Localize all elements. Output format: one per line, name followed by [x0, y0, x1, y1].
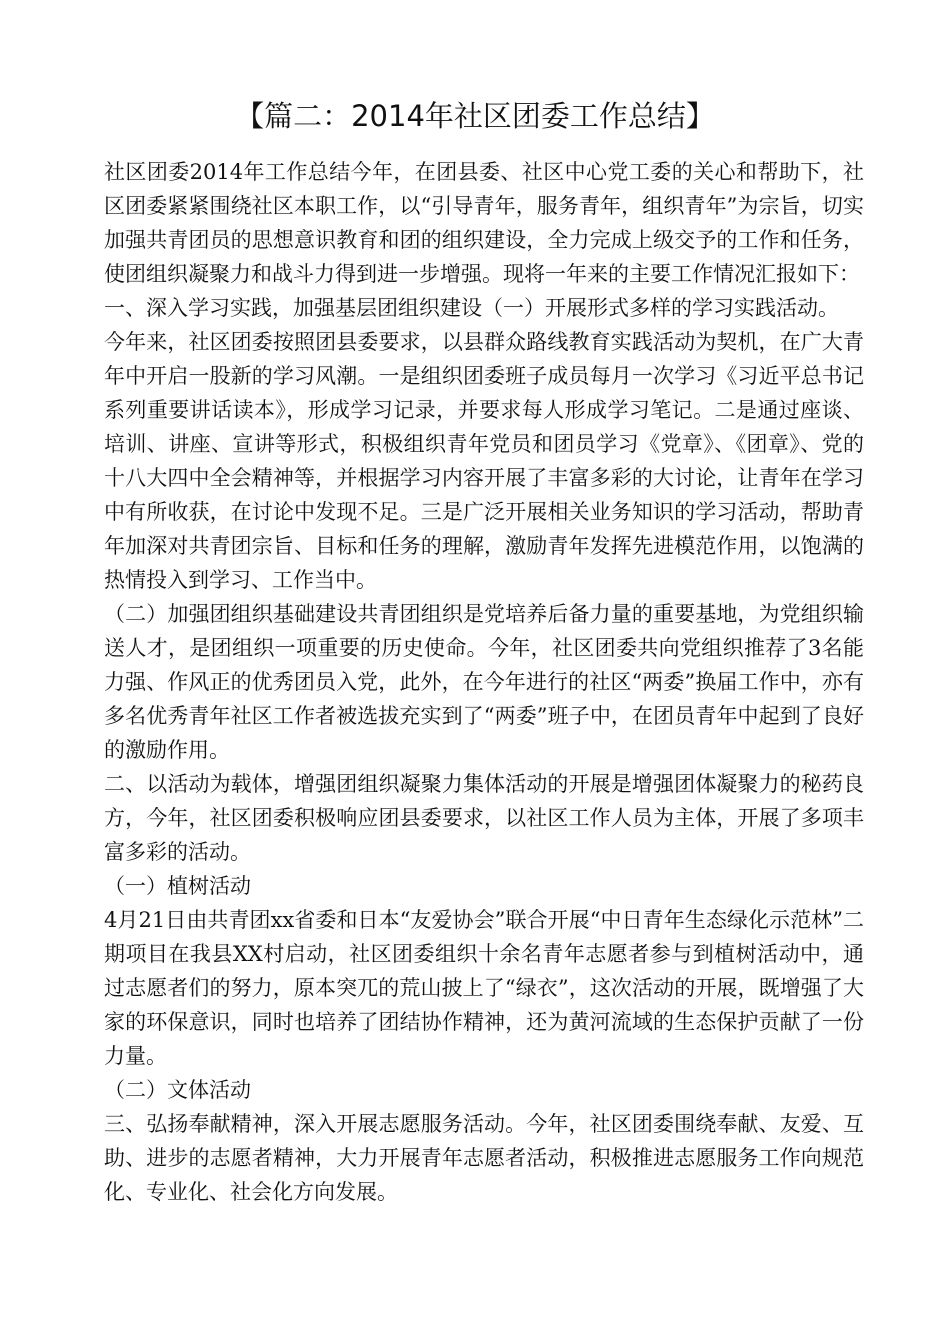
paragraph-section-two-heading: 二、以活动为载体，增强团组织凝聚力集体活动的开展是增强团体凝聚力的秘药良方，今年，社区团委积极响应团县委要求，以社区工作人员为主体，开展了多项丰富多彩的活动。: [104, 772, 864, 864]
paragraph-intro: 社区团委2014年工作总结今年，在团县委、社区中心党工委的关心和帮助下，社区团委紧紧围绕社区本职工作，以“引导青年，服务青年，组织青年”为宗旨，切实加强共青团员的思想意识教育和团的组织建设，全力完成上级交予的工作和任务，使团组织凝聚力和战斗力得到进一步增强。现将一年来的主要工作情况汇报如下：: [104, 160, 864, 286]
paragraph-section-one-heading: 一、深入学习实践，加强基层团组织建设（一）开展形式多样的学习实践活动。: [104, 296, 839, 320]
document-title: 【篇二：2014年社区团委工作总结】: [235, 99, 715, 133]
paragraph-tree-planting: 4月21日由共青团xx省委和日本“友爱协会”联合开展“中日青年生态绿化示范林”二期项目在我县XX村启动，社区团委组织十余名青年志愿者参与到植树活动中，通过志愿者们的努力，原本突兀的荒山披上了“绿衣”，这次活动的开展，既增强了大家的环保意识，同时也培养了团结协作精神，还为黄河流域的生态保护贡献了一份力量。: [104, 908, 864, 1068]
document-body: [104, 155, 864, 1209]
paragraph-sports-heading: （二）文体活动: [104, 1078, 251, 1102]
paragraph-section-three: 三、弘扬奉献精神，深入开展志愿服务活动。今年，社区团委围绕奉献、友爱、互助、进步的志愿者精神，大力开展青年志愿者活动，积极推进志愿服务工作向规范化、专业化、社会化方向发展。: [104, 1112, 864, 1204]
paragraph-tree-planting-heading: （一）植树活动: [104, 874, 251, 898]
paragraph-study-activities: 今年来，社区团委按照团县委要求，以县群众路线教育实践活动为契机，在广大青年中开启一股新的学习风潮。一是组织团委班子成员每月一次学习《习近平总书记系列重要讲话读本》，形成学习记录，并要求每人形成学习笔记。二是通过座谈、培训、讲座、宣讲等形式，积极组织青年党员和团员学习《党章》、《团章》、党的十八大四中全会精神等，并根据学习内容开展了丰富多彩的大讨论，让青年在学习中有所收获，在讨论中发现不足。三是广泛开展相关业务知识的学习活动，帮助青年加深对共青团宗旨、目标和任务的理解，激励青年发挥先进模范作用，以饱满的热情投入到学习、工作当中。: [104, 330, 864, 592]
paragraph-organization-building: （二）加强团组织基础建设共青团组织是党培养后备力量的重要基地，为党组织输送人才，是团组织一项重要的历史使命。今年，社区团委共向党组织推荐了3名能力强、作风正的优秀团员入党，此外，在今年进行的社区“两委”换届工作中，亦有多名优秀青年社区工作者被选拔充实到了“两委”班子中，在团员青年中起到了良好的激励作用。: [104, 602, 864, 762]
